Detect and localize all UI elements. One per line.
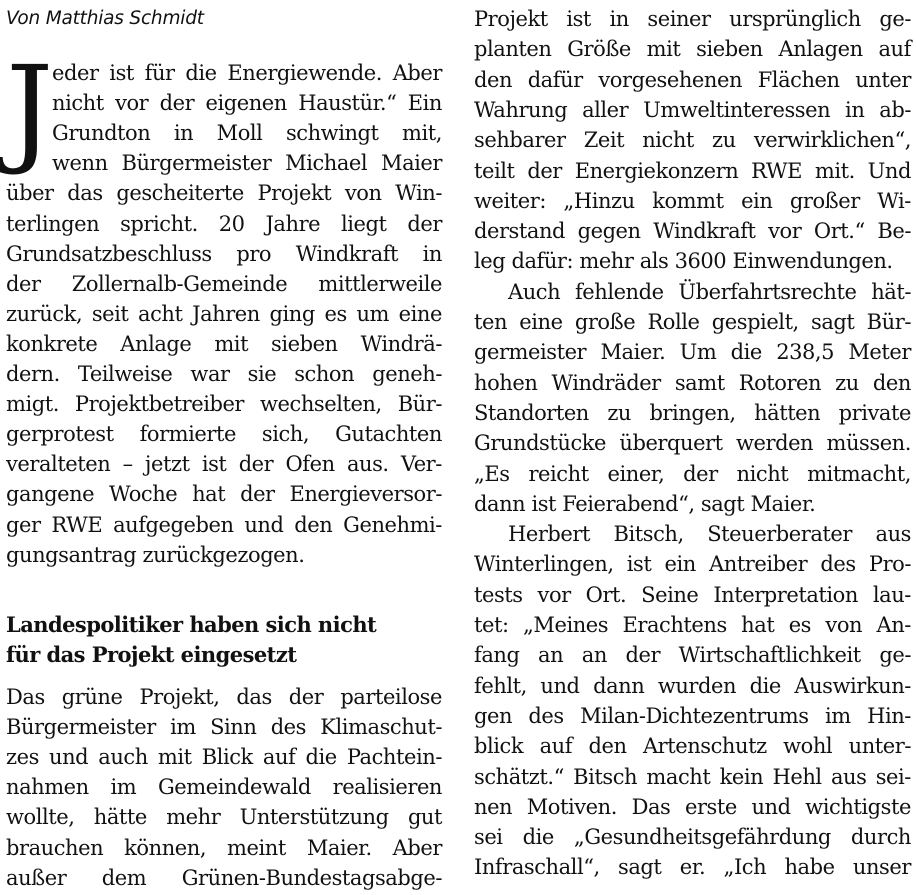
body-line: über das gescheiterte Projekt von Win- [6, 181, 442, 205]
body-line: gen des Milan-Dichtezentrums im Hin- [474, 704, 911, 728]
body-line: gangene Woche hat der Energieversor- [6, 482, 442, 506]
body-line: Infraschall“, sagt er. „Ich habe unser [474, 855, 911, 879]
body-line: Grundsatzbeschluss pro Windkraft in [6, 242, 442, 266]
body-line: Herbert Bitsch, Steuerberater aus [508, 522, 911, 546]
body-line: dern. Teilweise war sie schon geneh- [6, 362, 442, 386]
body-line: fehlt, und dann wurden die Auswirkun- [474, 674, 911, 698]
body-line: Das grüne Projekt, das der parteilose [6, 685, 442, 709]
body-line: zes und auch mit Blick auf die Pachtein- [6, 745, 442, 769]
body-line: derstand gegen Windkraft vor Ort.“ Be- [474, 219, 911, 243]
body-line: germeister Maier. Um die 238,5 Meter [474, 340, 911, 364]
body-line: konkrete Anlage mit sieben Windrä- [6, 332, 442, 356]
body-line: „Es reicht einer, der nicht mitmacht, [474, 462, 911, 486]
body-line: eder ist für die Energiewende. Aber [52, 61, 442, 85]
body-line: Bürgermeister im Sinn des Klimaschut- [6, 715, 442, 739]
body-line: nicht vor der eigenen Haustür.“ Ein [52, 91, 442, 115]
drop-cap: J [6, 40, 54, 178]
subheading-line: Landespolitiker haben sich nicht [6, 612, 377, 637]
body-line: tests vor Ort. Seine Interpretation lau- [474, 583, 911, 607]
body-line: Grundton in Moll schwingt mit, [52, 121, 442, 145]
body-line: teilt der Energiekonzern RWE mit. Und [474, 159, 911, 183]
body-line: migt. Projektbetreiber wechselten, Bür- [6, 392, 442, 416]
body-line: Winterlingen, ist ein Antreiber des Pro- [474, 552, 911, 576]
body-line: nahmen im Gemeindewald realisieren [6, 775, 442, 799]
body-line: sei die „Gesundheitsgefährdung durch [474, 825, 911, 849]
byline: Von Matthias Schmidt [6, 8, 204, 29]
body-line: blick auf den Artenschutz wohl unter- [474, 734, 911, 758]
body-line: Grundstücke überquert werden müssen. [474, 431, 911, 455]
body-line: nen Motiven. Das erste und wichtigste [474, 795, 911, 819]
body-line: Standorten zu bringen, hätten private [474, 401, 911, 425]
body-line: wenn Bürgermeister Michael Maier [52, 151, 442, 175]
body-line: gungsantrag zurückgezogen. [6, 543, 305, 567]
body-line: zurück, seit acht Jahren ging es um eine [6, 302, 442, 326]
body-line: Auch fehlende Überfahrtsrechte hät- [508, 280, 911, 304]
body-line: außer dem Grünen-Bundestagsabge- [6, 866, 442, 890]
body-line: terlingen spricht. 20 Jahre liegt der [6, 212, 442, 236]
body-line: schätzt.“ Bitsch macht kein Hehl aus sei- [474, 765, 911, 789]
body-line: hohen Windräder samt Rotoren zu den [474, 371, 911, 395]
body-line: ger RWE aufgegeben und den Genehmi- [6, 513, 442, 537]
body-line: Projekt ist in seiner ursprünglich ge- [474, 7, 911, 31]
body-line: planten Größe mit sieben Anlagen auf [474, 37, 911, 61]
body-line: veralteten – jetzt ist der Ofen aus. Ver- [6, 452, 442, 476]
body-line: Wahrung aller Umweltinteressen in ab- [474, 98, 911, 122]
body-line: weiter: „Hinzu kommt ein großer Wi- [474, 189, 911, 213]
subheading-line: für das Projekt eingesetzt [6, 642, 297, 667]
body-line: fang an an der Wirtschaftlichkeit ge- [474, 643, 911, 667]
body-line: sehbarer Zeit nicht zu verwirklichen“, [474, 128, 911, 152]
body-line: leg dafür: mehr als 3600 Einwendungen. [474, 249, 893, 273]
body-line: dann ist Feierabend“, sagt Maier. [474, 492, 816, 516]
body-line: der Zollernalb-Gemeinde mittlerweile [6, 272, 442, 296]
body-line: gerprotest formierte sich, Gutachten [6, 422, 442, 446]
body-line: den dafür vorgesehenen Flächen unter [474, 68, 911, 92]
body-line: brauchen können, meint Maier. Aber [6, 836, 442, 860]
body-line: ten eine große Rolle gespielt, sagt Bür- [474, 310, 911, 334]
body-line: wollte, hätte mehr Unterstützung gut [6, 805, 442, 829]
body-line: tet: „Meines Erachtens hat es von An- [474, 613, 911, 637]
